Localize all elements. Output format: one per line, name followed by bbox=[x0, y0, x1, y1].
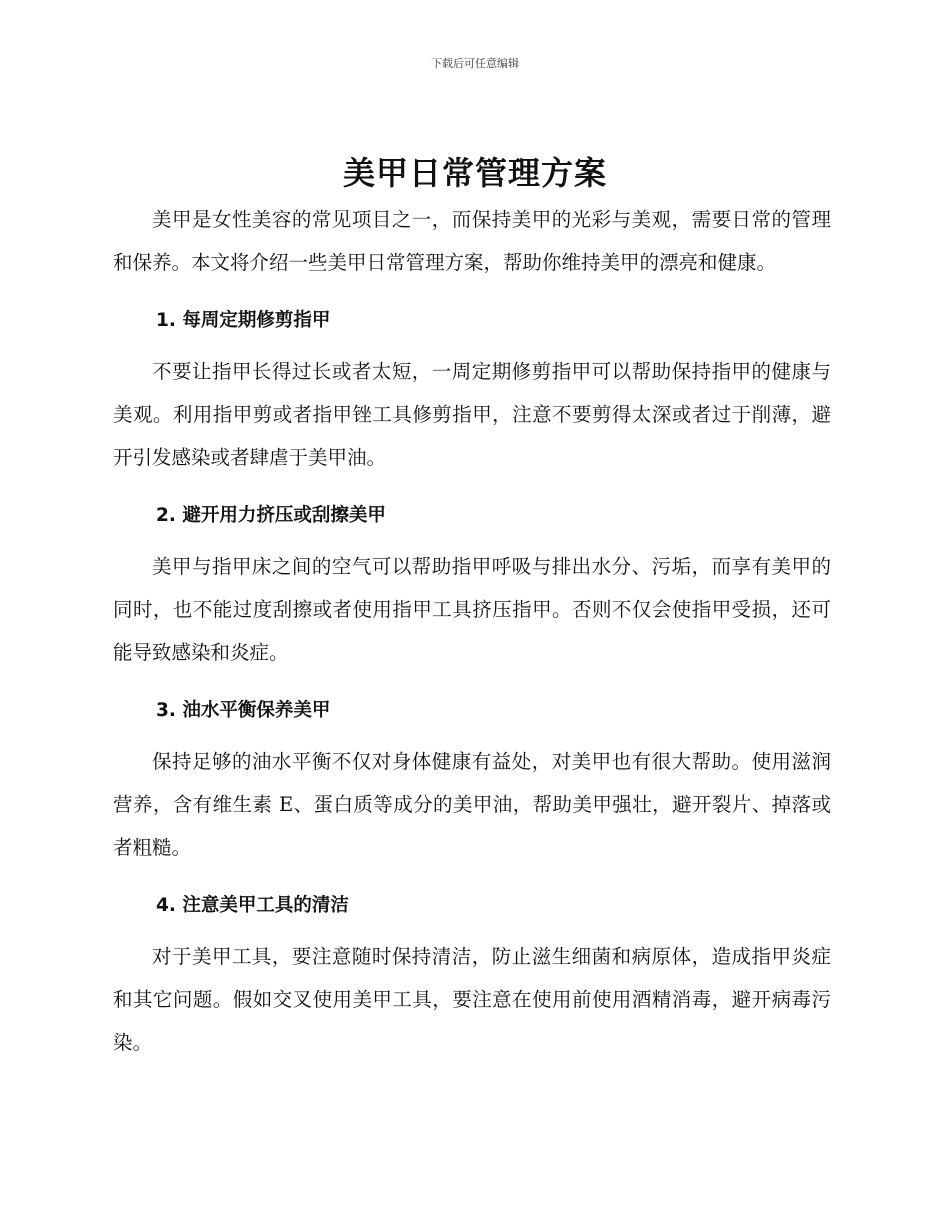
section-paragraph: 保持足够的油水平衡不仅对身体健康有益处，对美甲也有很大帮助。使用滋润营养，含有维生素 E、蛋白质等成分的美甲油，帮助美甲强壮，避开裂片、掉落或者粗糙。 bbox=[113, 750, 831, 859]
section-heading: 1. 每周定期修剪指甲 bbox=[156, 310, 331, 331]
section-heading: 2. 避开用力挤压或刮擦美甲 bbox=[156, 505, 386, 526]
intro-paragraph: 美甲是女性美容的常见项目之一，而保持美甲的光彩与美观，需要日常的管理和保养。本文将介绍一些美甲日常管理方案，帮助你维持美甲的漂亮和健康。 bbox=[113, 208, 831, 274]
section-3 bbox=[113, 698, 831, 869]
section-4 bbox=[113, 893, 831, 1064]
section-2 bbox=[113, 503, 831, 674]
section-heading: 3. 油水平衡保养美甲 bbox=[156, 700, 331, 721]
section-paragraph: 不要让指甲长得过长或者太短，一周定期修剪指甲可以帮助保持指甲的健康与美观。利用指甲剪或者指甲锉工具修剪指甲，注意不要剪得太深或者过于削薄，避开引发感染或者肆虐于美甲油。 bbox=[113, 360, 831, 469]
section-paragraph: 美甲与指甲床之间的空气可以帮助指甲呼吸与排出水分、污垢，而享有美甲的同时，也不能过度刮擦或者使用指甲工具挤压指甲。否则不仅会使指甲受损，还可能导致感染和炎症。 bbox=[113, 555, 831, 664]
page-title: 美甲日常管理方案 bbox=[342, 154, 607, 192]
section-1 bbox=[113, 308, 831, 479]
section-heading: 4. 注意美甲工具的清洁 bbox=[156, 895, 349, 916]
document-body bbox=[113, 198, 831, 1064]
header-note: 下载后可任意编辑 bbox=[431, 57, 519, 70]
section-paragraph: 对于美甲工具，要注意随时保持清洁，防止滋生细菌和病原体，造成指甲炎症和其它问题。假如交叉使用美甲工具，要注意在使用前使用酒精消毒，避开病毒污染。 bbox=[113, 945, 831, 1054]
